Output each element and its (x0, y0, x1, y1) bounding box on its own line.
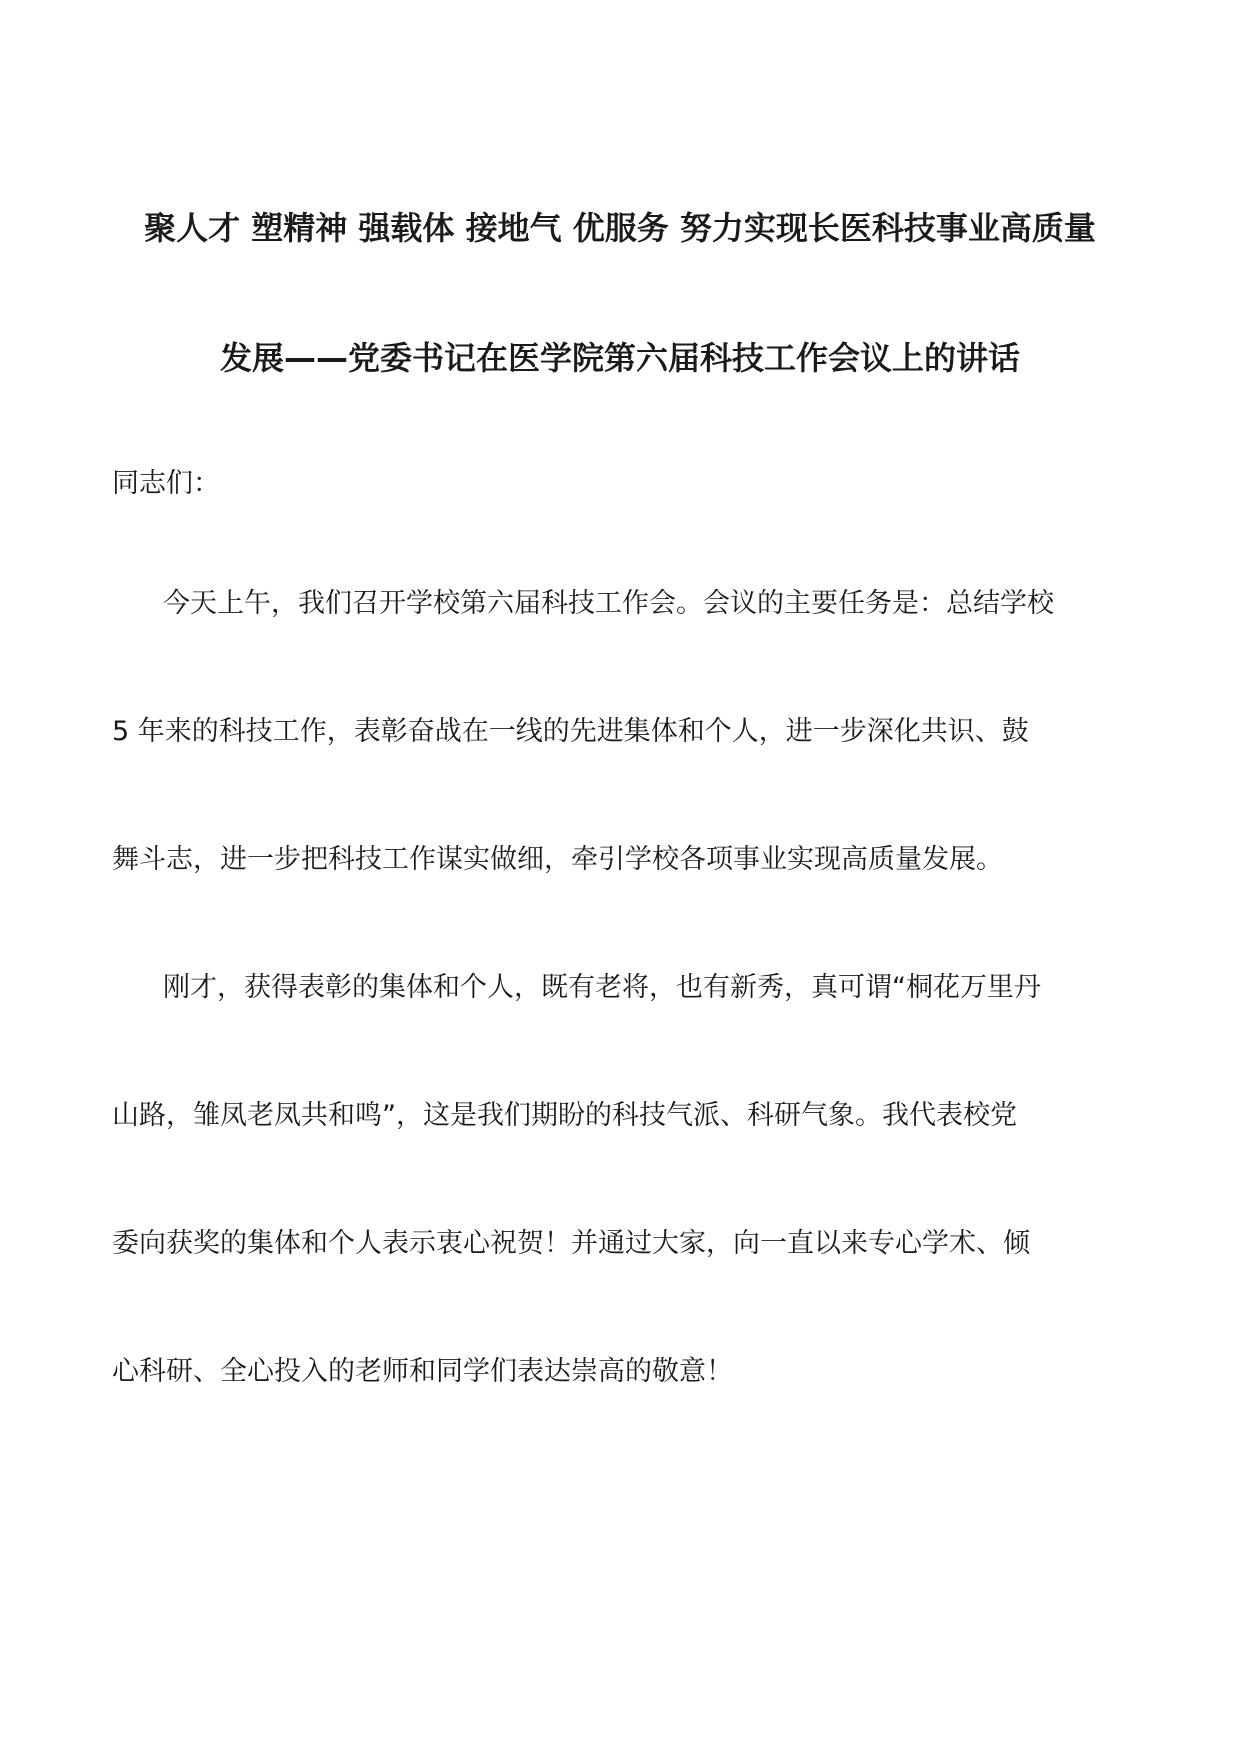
document-title-line-2: 发展——党委书记在医学院第六届科技工作会议上的讲话 (219, 339, 1020, 377)
paragraph-1-line-1: 今天上午，我们召开学校第六届科技工作会。会议的主要任务是：总结学校 (163, 588, 1054, 619)
paragraph-2-line-4: 心科研、全心投入的老师和同学们表达崇高的敬意！ (112, 1356, 733, 1387)
document-title-line-1: 聚人才 塑精神 强载体 接地气 优服务 努力实现长医科技事业高质量 (144, 209, 1096, 247)
paragraph-1-line-2: 5 年来的科技工作，表彰奋战在一线的先进集体和个人，进一步深化共识、鼓 (112, 716, 1029, 747)
paragraph-1-line-3: 舞斗志，进一步把科技工作谋实做细，牵引学校各项事业实现高质量发展。 (112, 844, 1003, 875)
paragraph-2-line-3: 委向获奖的集体和个人表示衷心祝贺！并通过大家，向一直以来专心学术、倾 (112, 1228, 1030, 1259)
paragraph-2-line-2: 山路，雏凤老凤共和鸣”，这是我们期盼的科技气派、科研气象。我代表校党 (112, 1100, 1017, 1131)
salutation: 同志们： (112, 468, 220, 499)
paragraph-2-line-1: 刚才，获得表彰的集体和个人，既有老将，也有新秀，真可谓“桐花万里丹 (163, 972, 1041, 1003)
